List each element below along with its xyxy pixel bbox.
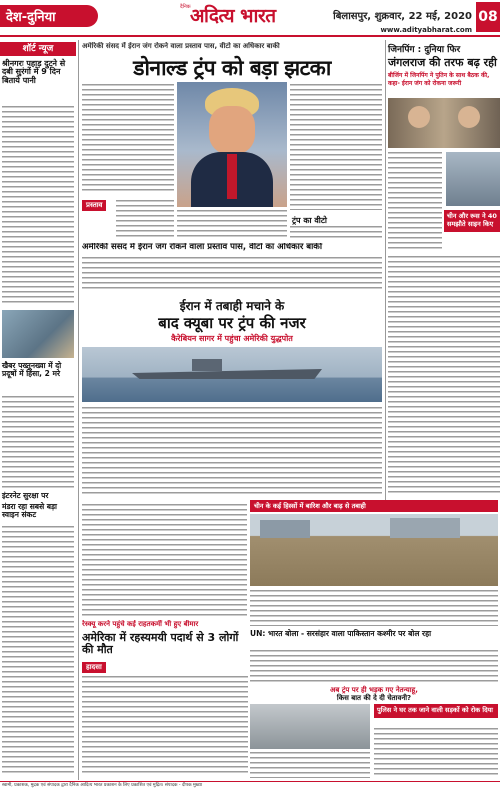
trump-veto-label: ट्रंप का वीटो xyxy=(292,216,327,225)
netanyahu-headline: किस बात की दे दी चेतावनी? xyxy=(336,694,412,702)
bottom-headline: अमेरिका में रहस्यमयी पदार्थ से 3 लोगों की मौत xyxy=(82,631,239,657)
top-story-tag: प्रस्ताव xyxy=(82,200,106,211)
netanyahu-deck: अब ट्रंप पर ही भड़क गए नेतन्याहू, xyxy=(330,686,418,694)
column-divider-left xyxy=(78,40,79,780)
top-story-text-left xyxy=(82,84,174,194)
section-tab xyxy=(0,5,98,27)
left-lower-headline: मंडरा रहा सबसे बड़ा स्वाइन संकट xyxy=(2,502,57,519)
cuba-story xyxy=(82,295,382,500)
russia-china-box: चीन और रूस ने 40 समझौते साइन किए xyxy=(444,210,500,232)
right-column xyxy=(388,40,500,500)
bottom-text xyxy=(82,676,248,776)
top-story xyxy=(82,40,382,240)
un-left-text xyxy=(82,504,247,616)
masthead xyxy=(180,2,320,32)
section-title: देश-दुनिया xyxy=(6,10,56,25)
city-date: बिलासपुर, शुक्रवार, 22 मई, 2020 xyxy=(333,11,472,22)
brand-logo: अदित्य भारत xyxy=(190,5,276,27)
xi-side-photo xyxy=(446,152,500,206)
xi-text xyxy=(388,152,442,252)
cuba-headline: बाद क्यूबा पर ट्रंप की नजर xyxy=(158,314,306,332)
website[interactable]: www.adityabharat.com xyxy=(380,26,472,34)
page-number: 08 xyxy=(476,2,500,32)
left-mid-headline: खैबर पख्तूनख्वा में दो प्रदूषों में हिंसा, 2 मरे xyxy=(2,361,62,378)
top-story-kicker: अमेरिकी संसद में ईरान जंग रोकने वाला प्रस्ताव पास, वीटो का अधिकार बाकी xyxy=(82,42,280,50)
left-lead-headline: श्रीनगरः पहाड़ दुटने से दबी सुरंगों में 9 दिन बिताये पानी xyxy=(2,59,66,85)
top-story-text-mid xyxy=(177,210,287,240)
cuba-pre-headline: ईरान में तबाही मचाने के xyxy=(179,299,285,313)
china-flood-label: चीन के कई हिस्सों में बारिश और बाढ़ से तबाही xyxy=(250,500,498,512)
police-box: पुलिस ने घर तक जाने वाली सड़कों को रोक दिया xyxy=(374,704,498,718)
xi-putin-photo xyxy=(388,98,500,148)
top-story-headline: डोनाल्ड ट्रंप को बड़ा झटका xyxy=(133,56,331,80)
left-lower-text xyxy=(2,526,74,776)
second-story-text xyxy=(82,257,382,289)
warship-photo xyxy=(82,347,382,402)
left-mid-text xyxy=(2,396,74,488)
top-story-text-left2 xyxy=(116,200,174,240)
xi-headline: जंगलराज की तरफ बढ़ रही xyxy=(388,56,497,69)
flood-photo xyxy=(250,514,498,586)
bottom-right-text-2 xyxy=(250,752,370,778)
left-lead-text xyxy=(2,106,74,306)
bottom-story-right xyxy=(250,704,498,780)
xi-text-2 xyxy=(388,256,500,496)
un-headline: UN: भारत बोला - सरसंहार वाला पाकिस्तान कश्मीर पर बोल रहा xyxy=(250,629,432,638)
xi-deck: बीजिंग में जिनपिंग ने पुतिन के साथ बैठक की, कहा- ईरान जंग को रोकना जरूरी xyxy=(388,72,490,87)
bottom-tag: हादसा xyxy=(82,662,106,673)
china-flood-story xyxy=(250,500,498,685)
shortnews-banner: शॉर्ट न्यूज xyxy=(0,42,76,56)
top-story-text-right xyxy=(290,84,382,210)
flood-text xyxy=(250,590,498,626)
column-divider-right xyxy=(385,40,386,500)
cuba-text xyxy=(82,407,382,497)
header-rule xyxy=(0,35,500,37)
brand-small: दैनिक xyxy=(180,4,191,10)
top-story-text-right2 xyxy=(290,226,382,240)
bottom-story xyxy=(82,620,248,780)
left-mid-photo xyxy=(2,310,74,358)
second-story-headline: अमेरिकी संसद में ईरान जंग रोकने वाला प्रस्ताव पास, वीटो का अधिकार बाकी xyxy=(82,243,323,252)
netanyahu-story xyxy=(250,686,498,702)
bottom-kicker: रेस्क्यू करने पहुंचे कई राहतकर्मी भी हुए बीमार xyxy=(82,620,199,628)
footer-imprint: स्वामी, प्रकाशक, मुद्रक एवं संपादक द्वारा दैनिक आदित्य भारत प्रकाशन के लिए प्रकाशित एवं मुद्रित। संपादक - दीपक मुख्या xyxy=(2,783,203,788)
hazmat-photo xyxy=(250,704,370,749)
un-story-left xyxy=(82,500,247,620)
bottom-right-text xyxy=(374,728,498,778)
dateline xyxy=(333,8,472,22)
trump-photo xyxy=(177,82,287,207)
left-column xyxy=(0,40,76,780)
un-text xyxy=(250,650,498,683)
second-story xyxy=(82,243,382,291)
cuba-deck: कैरेबियन सागर में पहुंचा अमेरिकी युद्धपोत xyxy=(171,334,293,343)
left-stb-headline: इंटरनेट सुरक्षा पर xyxy=(2,491,49,500)
xi-label: जिनपिंग : दुनिया फिर xyxy=(388,45,461,55)
